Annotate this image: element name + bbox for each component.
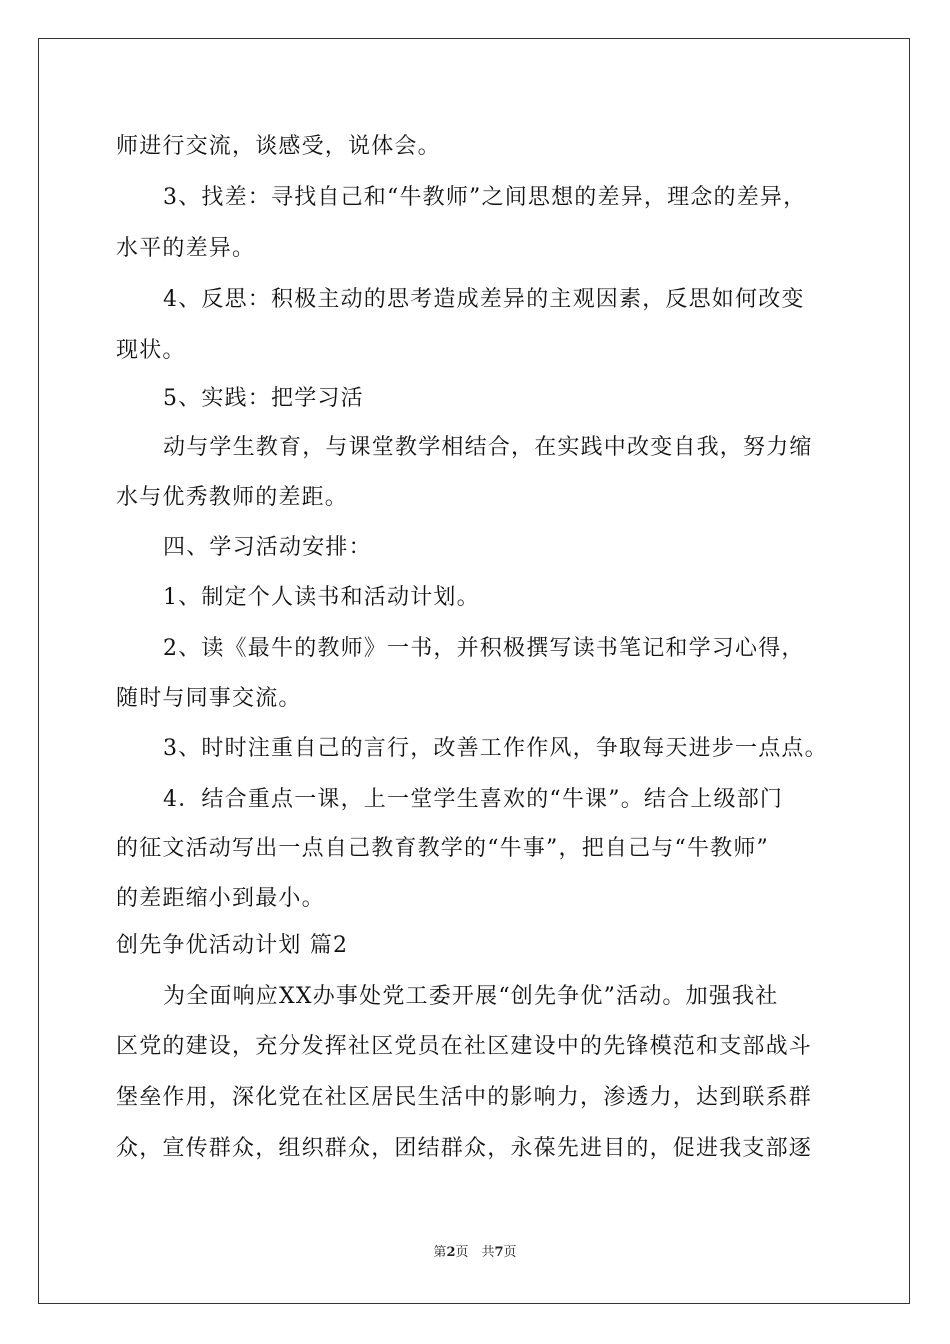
text-line: 水与优秀教师的差距。 (116, 485, 349, 510)
text-line: 动与学生教育，与课堂教学相结合，在实践中改变自我，努力缩 (163, 435, 813, 460)
text-line: 3、时时注重自己的言行，改善工作作风，争取每天进步一点点。 (163, 736, 828, 761)
text-line: 为全面响应XX办事处党工委开展“创先争优”活动。加强我社 (163, 984, 779, 1009)
text-line: 5、实践：把学习活 (163, 386, 364, 411)
text-line: 2、读《最牛的教师》一书，并积极撰写读书笔记和学习心得， (163, 636, 805, 661)
text-line: 的差距缩小到最小。 (116, 886, 325, 911)
footer-total-pages: 7 (494, 1245, 504, 1260)
text-line: 水平的差异。 (116, 236, 256, 261)
text-line: 1、制定个人读书和活动计划。 (163, 585, 480, 610)
section-heading: 四、学习活动安排： (163, 535, 372, 560)
text-line: 4、反思：积极主动的思考造成差异的主观因素，反思如何改变 (163, 287, 805, 312)
footer-suffix: 页 (503, 1245, 517, 1260)
text-line: 现状。 (116, 338, 186, 363)
text-line: 区党的建设，充分发挥社区党员在社区建设中的先锋模范和支部战斗 (116, 1034, 813, 1059)
text-line: 众，宣传群众，组织群众，团结群众，永葆先进目的，促进我支部逐 (116, 1136, 813, 1161)
page-border (38, 38, 910, 1304)
footer-prefix: 第 (433, 1245, 447, 1260)
footer-mid: 页 共 (455, 1245, 495, 1260)
text-line: 3、找差：寻找自己和“牛教师”之间思想的差异，理念的差异， (163, 185, 807, 210)
article-title: 创先争优活动计划 篇2 (116, 933, 349, 958)
page-footer (0, 1244, 950, 1262)
text-line: 随时与同事交流。 (116, 686, 302, 711)
text-line: 堡垒作用，深化党在社区居民生活中的影响力，渗透力，达到联系群 (116, 1085, 813, 1110)
text-line: 师进行交流，谈感受，说体会。 (116, 134, 441, 159)
text-line: 4．结合重点一课，上一堂学生喜欢的“牛课”。结合上级部门 (163, 787, 784, 812)
text-line: 的征文活动写出一点自己教育教学的“牛事”，把自己与“牛教师” (116, 836, 769, 861)
footer-page-number: 2 (446, 1245, 456, 1260)
